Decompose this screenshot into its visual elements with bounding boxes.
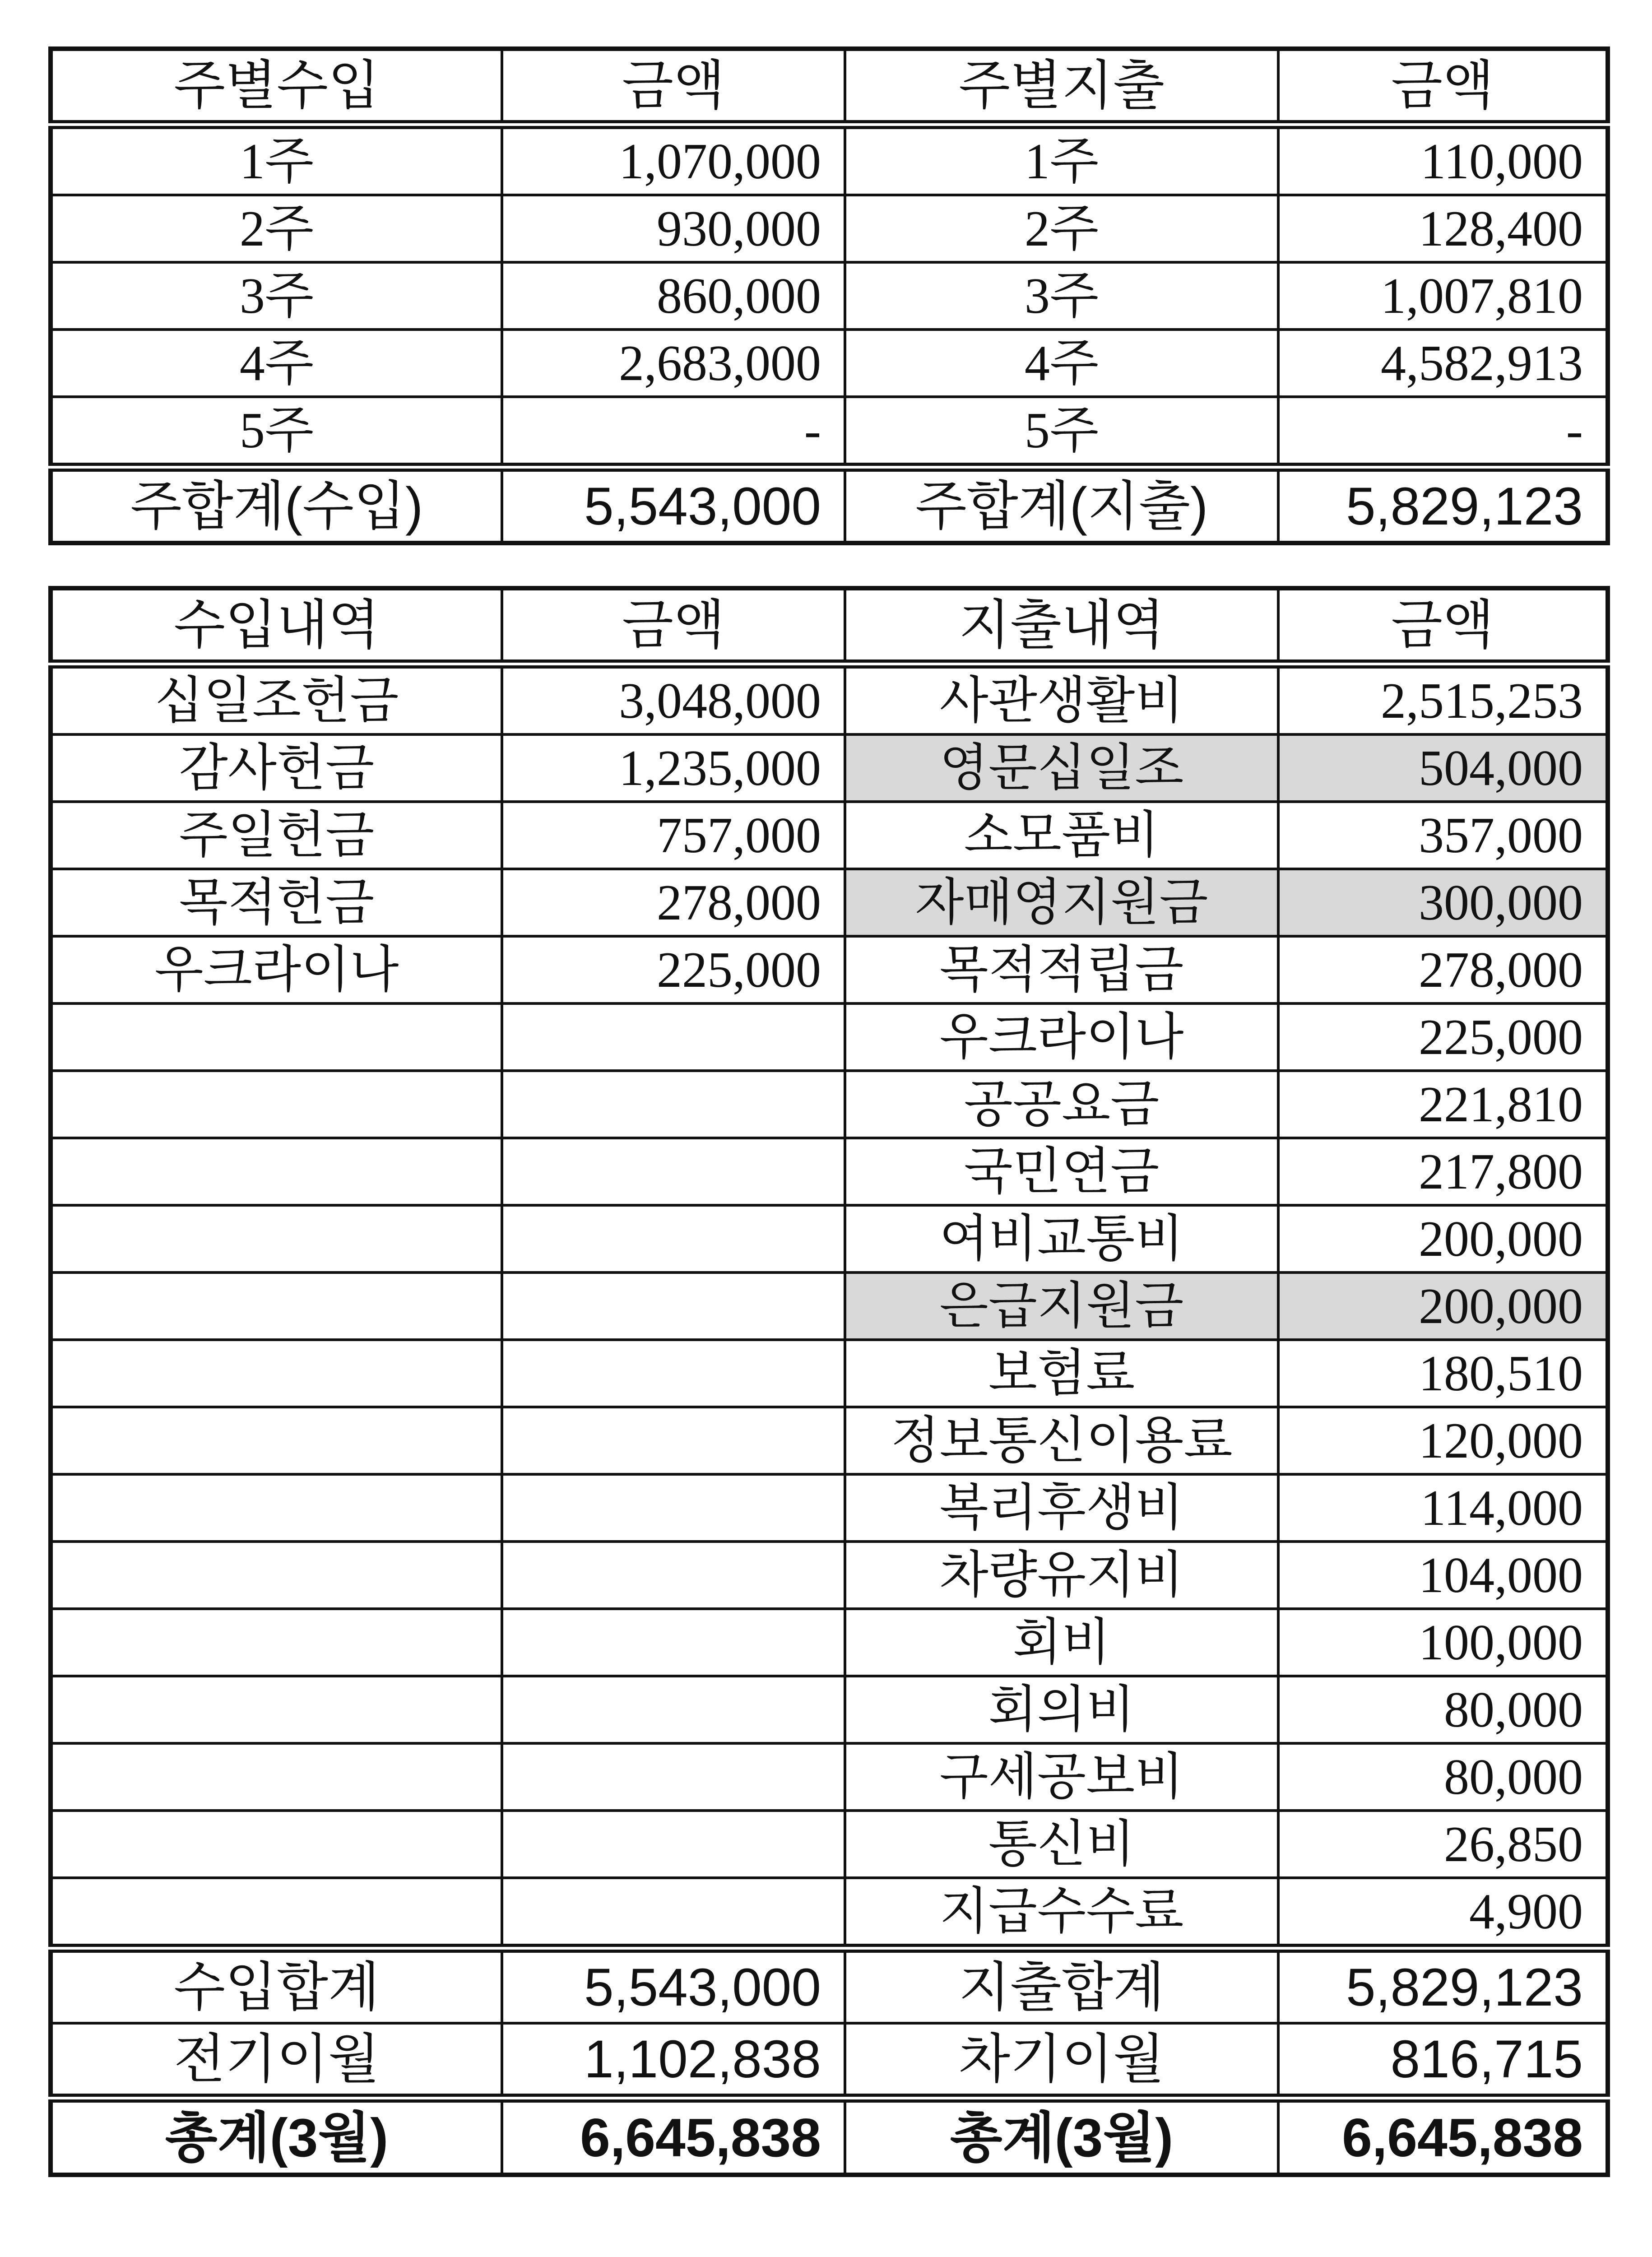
income-item-cell [51,1743,502,1811]
weekly-summary-table [48,46,1610,545]
detail-income-amount-header: 금액 [502,588,845,664]
expense-amount-cell: 104,000 [1278,1542,1608,1609]
income-item-cell: 우크라이나 [51,936,502,1003]
detail-row [51,936,1608,1003]
expense-amount-cell: 1,007,810 [1278,262,1608,330]
detail-row [51,1609,1608,1676]
detail-row [51,664,1608,734]
expense-item-cell: 우크라이나 [845,1003,1278,1071]
income-item-cell: 십일조헌금 [51,664,502,734]
detail-row [51,734,1608,802]
income-item-cell [51,1071,502,1138]
expense-week-cell: 3주 [845,262,1278,330]
expense-amount-cell: - [1278,397,1608,467]
income-amount-cell [502,1340,845,1407]
carry-out-amount: 816,715 [1278,2023,1608,2098]
grand-expense-amount: 6,645,838 [1278,2098,1608,2175]
expense-item-cell: 복리후생비 [845,1474,1278,1542]
income-amount-cell: 930,000 [502,195,845,262]
expense-amount-cell: 221,810 [1278,1071,1608,1138]
expense-week-cell: 4주 [845,330,1278,397]
expense-item-cell: 국민연금 [845,1138,1278,1205]
income-amount-cell: 1,070,000 [502,125,845,195]
income-amount-cell [502,1272,845,1340]
income-week-cell: 3주 [51,262,502,330]
income-week-cell: 1주 [51,125,502,195]
income-item-cell [51,1811,502,1878]
expense-item-cell: 사관생활비 [845,664,1278,734]
income-amount-cell: 225,000 [502,936,845,1003]
income-item-cell [51,1878,502,1948]
weekly-income-total-amount: 5,543,000 [502,467,845,543]
income-week-cell: 2주 [51,195,502,262]
income-week-cell: 4주 [51,330,502,397]
detail-row [51,802,1608,869]
expense-amount-cell: 128,400 [1278,195,1608,262]
detail-expense-header: 지출내역 [845,588,1278,664]
income-amount-cell [502,1071,845,1138]
income-amount-cell: 1,235,000 [502,734,845,802]
detail-row [51,1542,1608,1609]
income-amount-cell: 3,048,000 [502,664,845,734]
income-item-cell [51,1003,502,1071]
income-item-cell [51,1138,502,1205]
income-amount-cell: 860,000 [502,262,845,330]
expense-item-cell-highlighted: 영문십일조 [845,734,1278,802]
grand-total-row [51,2098,1608,2175]
detail-row [51,1407,1608,1474]
grand-income-label: 총계(3월) [51,2098,502,2175]
expense-amount-cell: 80,000 [1278,1676,1608,1743]
weekly-expense-amount-header: 금액 [1278,49,1608,125]
weekly-row [51,330,1608,397]
carry-out-label: 차기이월 [845,2023,1278,2098]
income-amount-cell [502,1205,845,1272]
weekly-row [51,195,1608,262]
expense-item-cell-highlighted: 은급지원금 [845,1272,1278,1340]
income-amount-cell [502,1407,845,1474]
income-amount-cell [502,1609,845,1676]
detail-row [51,1878,1608,1948]
expense-amount-cell: 114,000 [1278,1474,1608,1542]
expense-amount-cell: 200,000 [1278,1205,1608,1272]
detail-row [51,1071,1608,1138]
expense-item-cell: 구세공보비 [845,1743,1278,1811]
expense-week-cell: 5주 [845,397,1278,467]
detail-row [51,1340,1608,1407]
carryover-row [51,2023,1608,2098]
grand-income-amount: 6,645,838 [502,2098,845,2175]
weekly-expense-header: 주별지출 [845,49,1278,125]
detail-row [51,1676,1608,1743]
income-amount-cell: 278,000 [502,869,845,936]
expense-amount-cell: 110,000 [1278,125,1608,195]
grand-expense-label: 총계(3월) [845,2098,1278,2175]
detail-expense-amount-header: 금액 [1278,588,1608,664]
expense-amount-cell: 80,000 [1278,1743,1608,1811]
weekly-total-row [51,467,1608,543]
expense-amount-cell: 100,000 [1278,1609,1608,1676]
expense-item-cell: 통신비 [845,1811,1278,1878]
expense-amount-cell: 217,800 [1278,1138,1608,1205]
income-item-cell [51,1676,502,1743]
expense-item-cell: 지급수수료 [845,1878,1278,1948]
expense-amount-cell: 26,850 [1278,1811,1608,1878]
income-item-cell [51,1474,502,1542]
expense-item-cell: 목적적립금 [845,936,1278,1003]
expense-total-amount: 5,829,123 [1278,1948,1608,2023]
income-item-cell [51,1340,502,1407]
expense-week-cell: 1주 [845,125,1278,195]
income-amount-cell [502,1676,845,1743]
expense-week-cell: 2주 [845,195,1278,262]
income-amount-cell [502,1878,845,1948]
income-week-cell: 5주 [51,397,502,467]
income-amount-cell: 2,683,000 [502,330,845,397]
detail-income-header: 수입내역 [51,588,502,664]
income-amount-cell [502,1542,845,1609]
detail-row [51,1205,1608,1272]
income-amount-cell [502,1003,845,1071]
income-item-cell [51,1542,502,1609]
expense-amount-cell: 4,900 [1278,1878,1608,1948]
detail-row [51,1474,1608,1542]
weekly-header-row [51,49,1608,125]
expense-item-cell: 소모품비 [845,802,1278,869]
expense-item-cell: 회의비 [845,1676,1278,1743]
expense-amount-cell: 225,000 [1278,1003,1608,1071]
expense-amount-cell: 357,000 [1278,802,1608,869]
weekly-income-amount-header: 금액 [502,49,845,125]
expense-amount-cell: 2,515,253 [1278,664,1608,734]
weekly-row [51,125,1608,195]
income-amount-cell [502,1138,845,1205]
income-item-cell: 감사헌금 [51,734,502,802]
detail-breakdown-table [48,586,1610,2177]
expense-item-cell: 보험료 [845,1340,1278,1407]
expense-item-cell: 회비 [845,1609,1278,1676]
expense-amount-cell-highlighted: 200,000 [1278,1272,1608,1340]
carry-in-amount: 1,102,838 [502,2023,845,2098]
weekly-income-header: 주별수입 [51,49,502,125]
expense-amount-cell: 278,000 [1278,936,1608,1003]
income-total-label: 수입합계 [51,1948,502,2023]
detail-row [51,1743,1608,1811]
weekly-row [51,262,1608,330]
expense-item-cell: 공공요금 [845,1071,1278,1138]
detail-row [51,869,1608,936]
carry-in-label: 전기이월 [51,2023,502,2098]
detail-header-row [51,588,1608,664]
expense-amount-cell: 180,510 [1278,1340,1608,1407]
weekly-income-total-label: 주합계(수입) [51,467,502,543]
weekly-expense-total-amount: 5,829,123 [1278,467,1608,543]
expense-amount-cell: 120,000 [1278,1407,1608,1474]
expense-total-label: 지출합계 [845,1948,1278,2023]
income-total-amount: 5,543,000 [502,1948,845,2023]
income-amount-cell: 757,000 [502,802,845,869]
income-item-cell: 주일헌금 [51,802,502,869]
income-amount-cell [502,1811,845,1878]
income-item-cell [51,1205,502,1272]
detail-row [51,1138,1608,1205]
expense-item-cell-highlighted: 자매영지원금 [845,869,1278,936]
income-amount-cell [502,1743,845,1811]
income-item-cell [51,1407,502,1474]
income-amount-cell: - [502,397,845,467]
expense-item-cell: 차량유지비 [845,1542,1278,1609]
detail-row [51,1003,1608,1071]
weekly-expense-total-label: 주합계(지출) [845,467,1278,543]
expense-amount-cell-highlighted: 300,000 [1278,869,1608,936]
income-item-cell [51,1272,502,1340]
weekly-row [51,397,1608,467]
expense-amount-cell: 4,582,913 [1278,330,1608,397]
detail-row [51,1272,1608,1340]
income-item-cell [51,1609,502,1676]
detail-row [51,1811,1608,1878]
income-amount-cell [502,1474,845,1542]
expense-item-cell: 정보통신이용료 [845,1407,1278,1474]
subtotal-row [51,1948,1608,2023]
expense-amount-cell-highlighted: 504,000 [1278,734,1608,802]
income-item-cell: 목적헌금 [51,869,502,936]
expense-item-cell: 여비교통비 [845,1205,1278,1272]
